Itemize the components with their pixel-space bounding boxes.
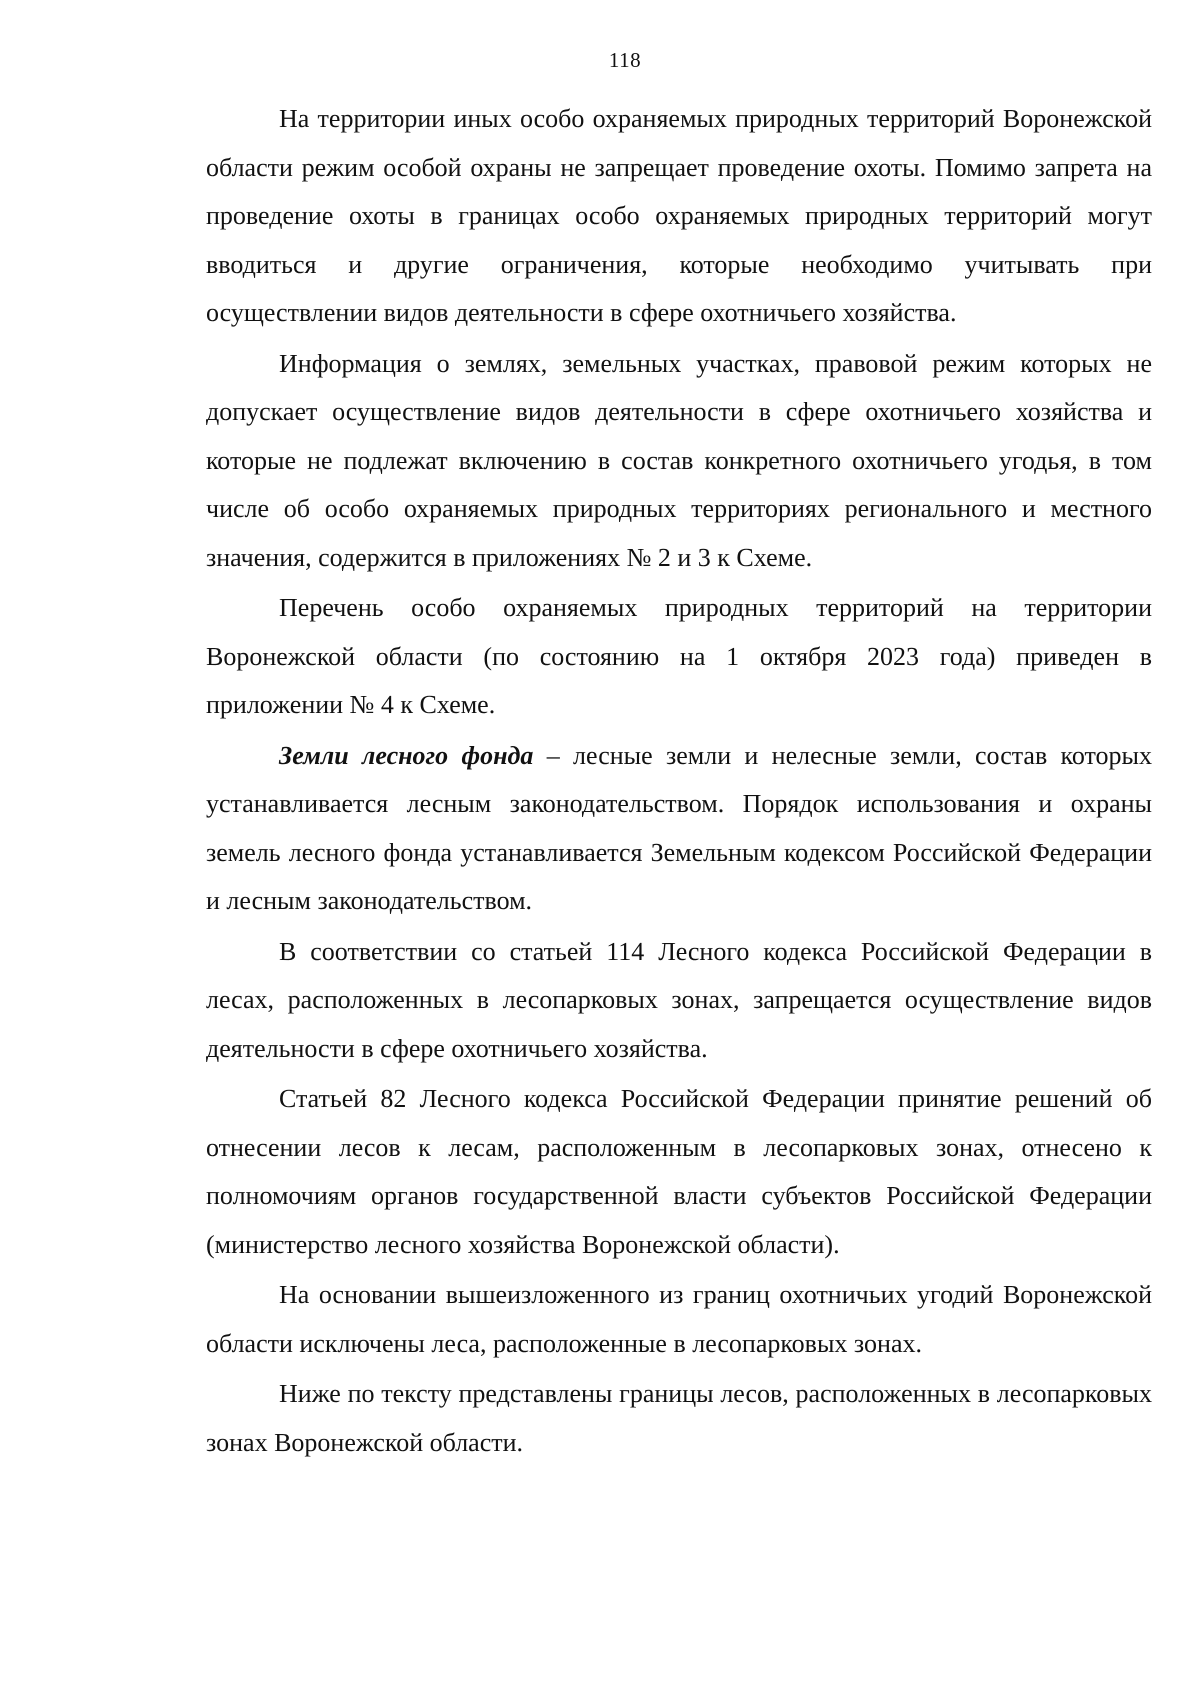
page-number: 118 <box>608 48 642 72</box>
paragraph-article-114: В соответствии со статьей 114 Лесного кодекса Российской Федерации в лесах, расположенных в лесопарковых зонах, запрещается осуществление видов деятельности в сфере охотничьего хозяйства. <box>206 936 1152 1063</box>
paragraph-protected-areas-list: Перечень особо охраняемых природных территорий на территории Воронежской области (по состоянию на 1 октября 2023 года) приведен в приложении № 4 к Схеме. <box>206 593 1152 719</box>
paragraph-article-82: Статьей 82 Лесного кодекса Российской Федерации принятие решений об отнесении лесов к лесам, расположенным в лесопарковых зонах, отнесено к полномочиям органов государственной власти субъектов Российской Федерации (министерство лесного хозяйства Воронежской области). <box>206 1084 1152 1259</box>
document-body <box>206 95 1152 1467</box>
paragraph-forest-fund-lands <box>206 732 1152 926</box>
paragraph-hunting-restrictions: На территории иных особо охраняемых природных территорий Воронежской области режим особой охраны не запрещает проведение охоты. Помимо запрета на проведение охоты в границах особо охраняемых природных территорий могут вводиться и другие ограничения, которые необходимо учитывать при осуществлении видов деятельности в сфере охотничьего хозяйства. <box>206 104 1152 327</box>
paragraph-land-information: Информация о землях, земельных участках, правовой режим которых не допускает осуществление видов деятельности в сфере охотничьего хозяйства и которые не подлежат включению в состав конкретного охотничьего угодья, в том числе об особо охраняемых природных территориях регионального и местного значения, содержится в приложениях № 2 и 3 к Схеме. <box>206 348 1152 572</box>
forest-fund-definition: – лесные земли и нелесные земли, состав которых устанавливается лесным законодательством. Порядок использования и охраны земель лесного фонда устанавливается Земельным кодексом Российской Федерации и лесным законодательством. <box>206 740 1153 915</box>
term-forest-fund-lands: Земли лесного фонда <box>279 740 534 770</box>
paragraph-forest-boundaries-intro: Ниже по тексту представлены границы лесов, расположенных в лесопарковых зонах Воронежской области. <box>206 1379 1152 1457</box>
paragraph-excluded-forests: На основании вышеизложенного из границ охотничьих угодий Воронежской области исключены леса, расположенные в лесопарковых зонах. <box>206 1280 1152 1358</box>
